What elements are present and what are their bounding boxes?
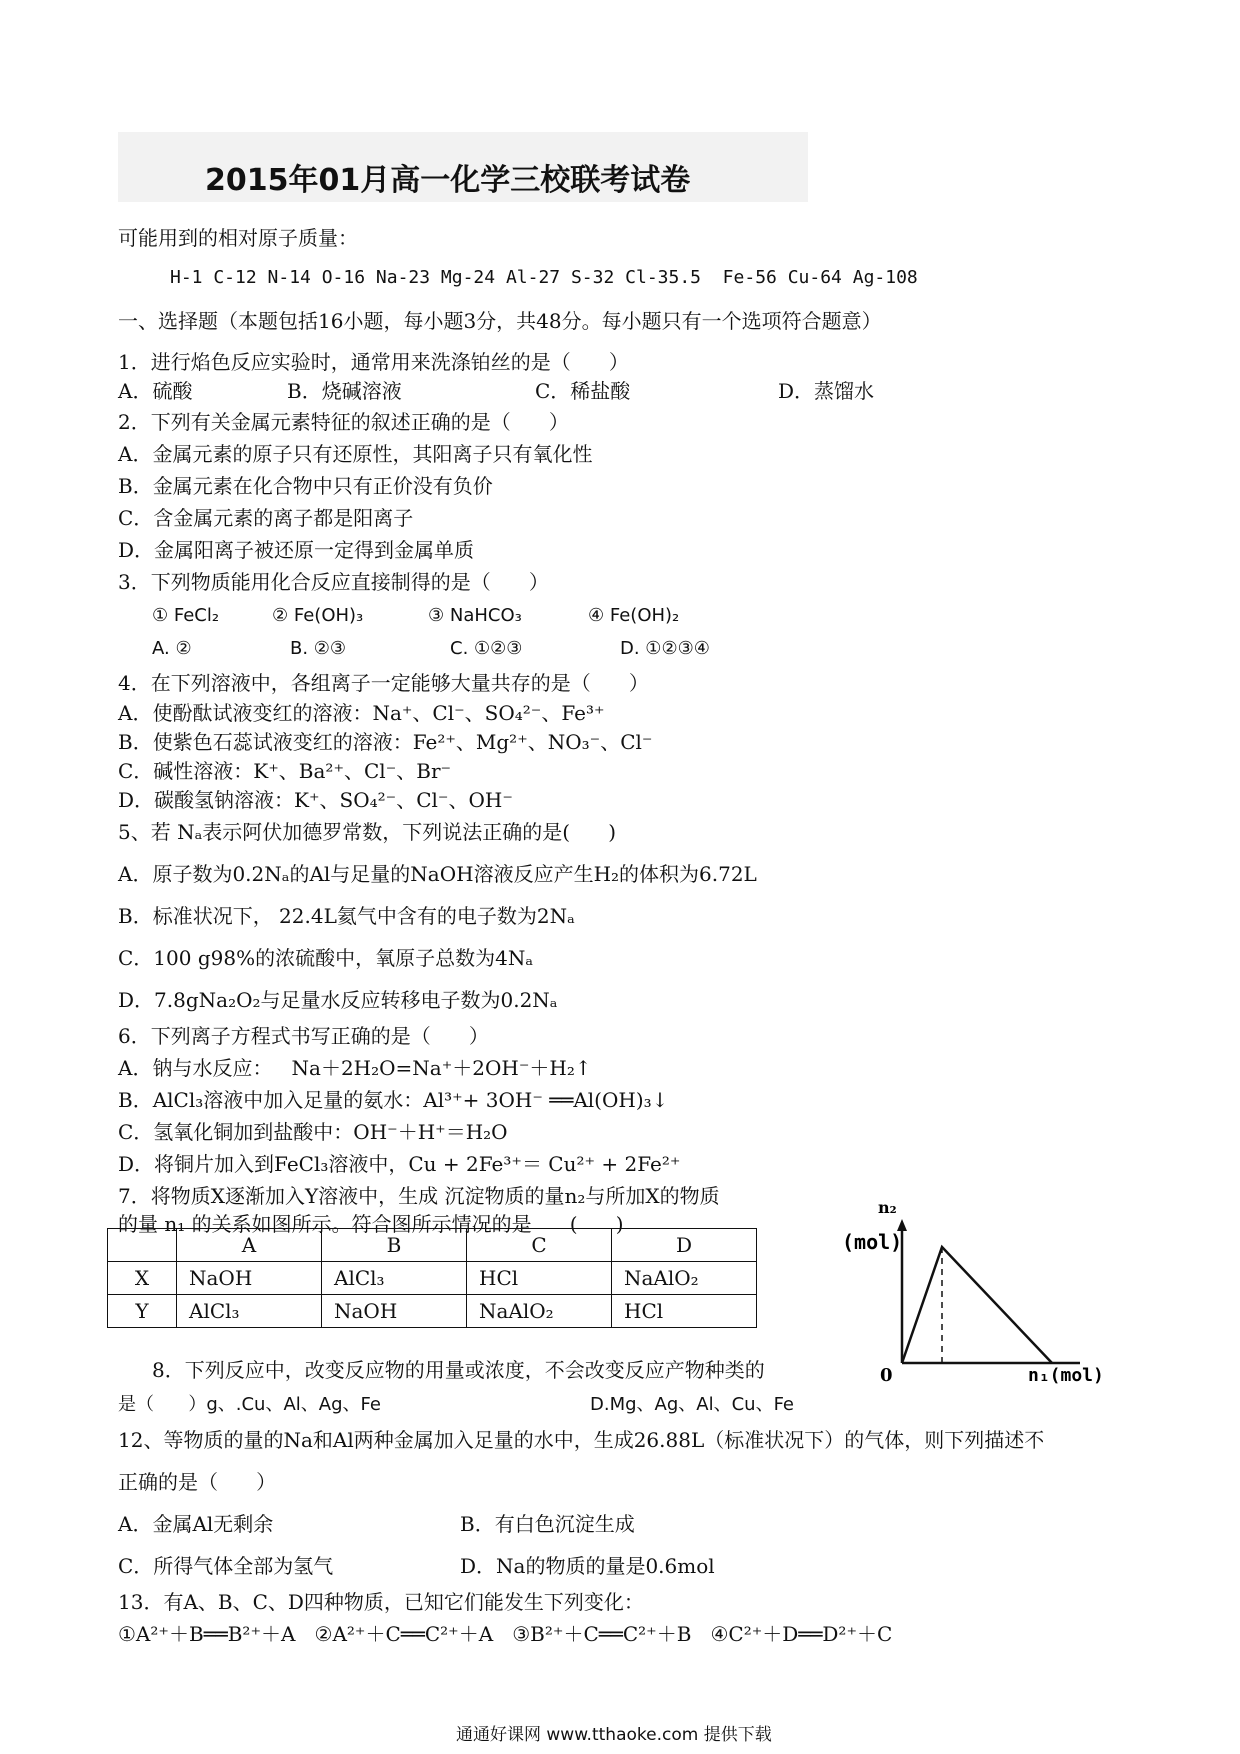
q7-graph	[840, 1195, 1120, 1385]
q7-table-cell: NaAlO₂	[612, 1262, 757, 1295]
q7-table-cell: HCl	[467, 1262, 612, 1295]
q6-option-a: A．钠与水反应： Na＋2H₂O=Na⁺＋2OH⁻＋H₂↑	[118, 1056, 592, 1080]
q7-table-cell: NaAlO₂	[467, 1295, 612, 1328]
q3-option-c: C. ①②③	[450, 638, 523, 659]
q4-option-c: C．碱性溶液：K⁺、Ba²⁺、Cl⁻、Br⁻	[118, 759, 452, 783]
q7-table-cell: D	[612, 1229, 757, 1262]
q3-option-d: D. ①②③④	[620, 638, 710, 659]
masses-values: H-1 C-12 N-14 O-16 Na-23 Mg-24 Al-27 S-32 Cl-35.5 Fe-56 Cu-64 Ag-108	[170, 267, 918, 288]
masses-label: 可能用到的相对原子质量：	[118, 226, 358, 250]
q3-item-2: ② Fe(OH)₃	[272, 605, 364, 626]
q12-stem-line1: 12、等物质的量的Na和Al两种金属加入足量的水中，生成26.88L（标准状况下）的气体，则下列描述不	[118, 1428, 1045, 1452]
q4-option-b: B．使紫色石蕊试液变红的溶液：Fe²⁺、Mg²⁺、NO₃⁻、Cl⁻	[118, 730, 653, 754]
q5-option-a: A．原子数为0.2Nₐ的Al与足量的NaOH溶液反应产生H₂的体积为6.72L	[118, 862, 757, 886]
q7-table-cell: Y	[108, 1295, 177, 1328]
q4-option-a: A．使酚酞试液变红的溶液：Na⁺、Cl⁻、SO₄²⁻、Fe³⁺	[118, 701, 605, 725]
graph-curve	[902, 1247, 1052, 1363]
q13-stem: 13．有A、B、C、D四种物质，已知它们能发生下列变化：	[118, 1590, 644, 1614]
q3-stem: 3．下列物质能用化合反应直接制得的是（ ）	[118, 570, 549, 594]
q8-line2b: D.Mg、Ag、Al、Cu、Fe	[590, 1394, 795, 1415]
q5-stem: 5、若 Nₐ表示阿伏加德罗常数，下列说法正确的是( )	[118, 820, 617, 844]
q7-stem-line1: 7．将物质X逐渐加入Y溶液中，生成 沉淀物质的量n₂与所加X的物质	[118, 1184, 720, 1208]
q1-option-c: C．稀盐酸	[535, 379, 631, 403]
q7-table-cell: C	[467, 1229, 612, 1262]
section-heading: 一、选择题（本题包括16小题，每小题3分，共48分。每小题只有一个选项符合题意）	[118, 309, 882, 333]
q3-option-b: B. ②③	[290, 638, 347, 659]
q7-table-cell: NaOH	[322, 1295, 467, 1328]
q6-stem: 6．下列离子方程式书写正确的是（ ）	[118, 1024, 489, 1048]
q2-option-c: C．含金属元素的离子都是阳离子	[118, 506, 414, 530]
q7-table-cell: AlCl₃	[322, 1262, 467, 1295]
q7-table	[107, 1228, 757, 1328]
q6-option-b: B．AlCl₃溶液中加入足量的氨水：Al³⁺+ 3OH⁻ ══Al(OH)₃↓	[118, 1088, 669, 1112]
graph-y-unit: (mol)	[842, 1230, 903, 1254]
q1-option-d: D．蒸馏水	[778, 379, 875, 403]
q3-item-1: ① FeCl₂	[152, 605, 220, 626]
q7-stem-line2: 的量 n₁ 的关系如图所示。符合图所示情况的是 ( )	[118, 1212, 624, 1236]
q7-table-cell: A	[177, 1229, 322, 1262]
q1-option-b: B．烧碱溶液	[287, 379, 402, 403]
q5-option-c: C．100 g98%的浓硫酸中，氧原子总数为4Nₐ	[118, 946, 534, 970]
q1-option-a: A．硫酸	[118, 379, 193, 403]
q7-table-cell: B	[322, 1229, 467, 1262]
q7-table-cell: NaOH	[177, 1262, 322, 1295]
q7-table-row-y	[108, 1295, 757, 1328]
q1-stem: 1．进行焰色反应实验时，通常用来洗涤铂丝的是（ ）	[118, 350, 629, 374]
q5-option-b: B．标准状况下， 22.4L氦气中含有的电子数为2Nₐ	[118, 904, 575, 928]
graph-x-label: n₁(mol)	[1028, 1365, 1104, 1385]
q2-option-a: A．金属元素的原子只有还原性，其阳离子只有氧化性	[118, 442, 593, 466]
q12-option-b: B．有白色沉淀生成	[460, 1512, 635, 1536]
q8-line2a: 是（ ）g、.Cu、Al、Ag、Fe	[118, 1394, 381, 1415]
q12-stem-line2: 正确的是（ ）	[118, 1470, 277, 1494]
q2-stem: 2．下列有关金属元素特征的叙述正确的是（ ）	[118, 410, 569, 434]
q13-equations: ①A²⁺＋B══B²⁺＋A ②A²⁺＋C══C²⁺＋A ③B²⁺＋C══C²⁺＋B ④C²⁺＋D══D²⁺＋C	[118, 1622, 893, 1646]
graph-origin: 0	[880, 1365, 893, 1385]
q7-table-row-x	[108, 1262, 757, 1295]
q3-item-4: ④ Fe(OH)₂	[588, 605, 680, 626]
q7-table-cell: X	[108, 1262, 177, 1295]
q4-option-d: D．碳酸氢钠溶液：K⁺、SO₄²⁻、Cl⁻、OH⁻	[118, 788, 513, 812]
page-title: 2015年01月高一化学三校联考试卷	[205, 163, 691, 198]
q3-item-3: ③ NaHCO₃	[428, 605, 522, 626]
q7-table-header-row	[108, 1229, 757, 1262]
q5-option-d: D．7.8gNa₂O₂与足量水反应转移电子数为0.2Nₐ	[118, 988, 558, 1012]
q6-option-d: D．将铜片加入到FeCl₃溶液中，Cu + 2Fe³⁺＝ Cu²⁺ + 2Fe²⁺	[118, 1152, 681, 1176]
q12-option-d: D．Na的物质的量是0.6mol	[460, 1554, 715, 1578]
q12-option-a: A．金属Al无剩余	[118, 1512, 274, 1536]
q7-table-cell	[108, 1229, 177, 1262]
q6-option-c: C．氢氧化铜加到盐酸中：OH⁻＋H⁺＝H₂O	[118, 1120, 508, 1144]
q3-option-a: A. ②	[152, 638, 192, 659]
q12-option-c: C．所得气体全部为氢气	[118, 1554, 334, 1578]
q8-stem: 8．下列反应中，改变反应物的用量或浓度，不会改变反应产物种类的	[152, 1358, 765, 1382]
q7-table-cell: HCl	[612, 1295, 757, 1328]
graph-y-label: n₂	[878, 1198, 897, 1217]
footer-credit: 通通好课网 www.tthaoke.com 提供下载	[456, 1725, 772, 1745]
q7-table-cell: AlCl₃	[177, 1295, 322, 1328]
q4-stem: 4．在下列溶液中，各组离子一定能够大量共存的是（ ）	[118, 671, 649, 695]
q2-option-d: D．金属阳离子被还原一定得到金属单质	[118, 538, 475, 562]
q2-option-b: B．金属元素在化合物中只有正价没有负价	[118, 474, 493, 498]
